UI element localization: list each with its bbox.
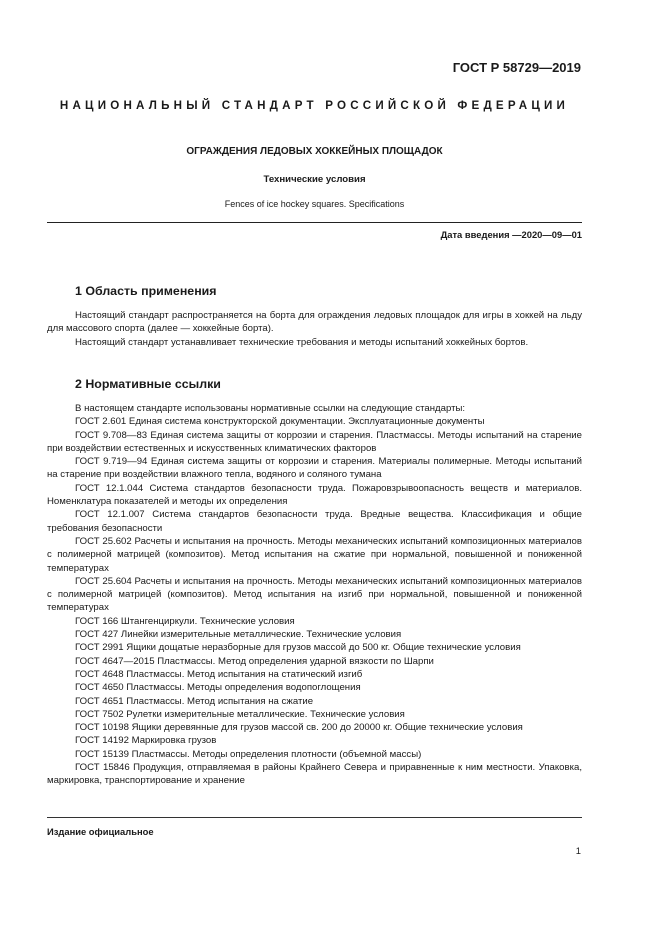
paragraph: Настоящий стандарт распространяется на борта для ограждения ледовых площадок для игры в хоккей на льду для массового спорта (далее — хоккейные борта).	[47, 310, 582, 335]
national-standard-heading: НАЦИОНАЛЬНЫЙ СТАНДАРТ РОССИЙСКОЙ ФЕДЕРАЦИИ	[59, 99, 570, 112]
reference-item: ГОСТ 12.1.044 Система стандартов безопасности труда. Пожаровзрывоопасность веществ и материалов. Номенклатура показателей и методы их определения	[47, 482, 582, 508]
official-edition-label: Издание официальное	[47, 826, 154, 837]
reference-item: ГОСТ 4651 Пластмассы. Метод испытания на сжатие	[75, 695, 314, 707]
reference-item: ГОСТ 166 Штангенциркули. Технические условия	[75, 615, 295, 627]
reference-item: ГОСТ 25.604 Расчеты и испытания на прочность. Методы механических испытаний композиционных материалов с полимерной матрицей (композитов). Метод испытания на изгиб при нормальной, повышенной и пониженной температурах	[47, 575, 582, 614]
reference-item: ГОСТ 14192 Маркировка грузов	[75, 735, 217, 747]
reference-item: ГОСТ 15846 Продукция, отправляемая в районы Крайнего Севера и приравненные к ним местности. Упаковка, маркировка, транспортирование и хранение	[47, 762, 582, 787]
reference-item: ГОСТ 15139 Пластмассы. Методы определения плотности (объемной массы)	[75, 748, 422, 760]
reference-item: ГОСТ 427 Линейки измерительные металлические. Технические условия	[75, 629, 402, 641]
reference-item: ГОСТ 9.719—94 Единая система защиты от коррозии и старения. Материалы полимерные. Методы испытаний на старение при воздействии влажного тепла, водяного и соляного тумана	[47, 456, 582, 481]
document-title: ОГРАЖДЕНИЯ ЛЕДОВЫХ ХОККЕЙНЫХ ПЛОЩАДОК	[186, 146, 443, 157]
reference-item: ГОСТ 12.1.007 Система стандартов безопасности труда. Вредные вещества. Классификация и общие требования безопасности	[47, 509, 582, 534]
reference-item: ГОСТ 4647—2015 Пластмассы. Метод определения ударной вязкости по Шарпи	[75, 655, 434, 667]
reference-item: ГОСТ 4650 Пластмассы. Методы определения водопоглощения	[75, 682, 361, 694]
reference-item: ГОСТ 25.602 Расчеты и испытания на прочность. Методы механических испытаний композиционных материалов с полимерной матрицей (композитов). Метод испытания на сжатие при нормальной, повышенной и пониженной температурах	[47, 535, 582, 574]
reference-item: ГОСТ 2.601 Единая система конструкторской документации. Эксплуатационные документы	[75, 416, 485, 428]
reference-item: ГОСТ 4648 Пластмассы. Метод испытания на статический изгиб	[75, 668, 363, 680]
reference-item: ГОСТ 9.708—83 Единая система защиты от коррозии и старения. Пластмассы. Методы испытаний на старение при воздействии естественных и искусственных климатических факторов	[47, 429, 582, 454]
paragraph: Настоящий стандарт устанавливает технические требования и методы испытаний хоккейных бортов.	[75, 336, 529, 348]
intro-divider	[47, 222, 582, 223]
standard-number: ГОСТ Р 58729—2019	[452, 60, 581, 75]
section-scope	[47, 284, 582, 349]
section-normative-references	[47, 377, 582, 788]
document-subtitle: Технические условия	[263, 174, 366, 185]
document-title-english: Fences of ice hockey squares. Specifications	[224, 199, 405, 209]
introduction-date: Дата введения —2020—09—01	[440, 229, 582, 240]
reference-item: ГОСТ 10198 Ящики деревянные для грузов массой св. 200 до 20000 кг. Общие технические условия	[75, 722, 523, 734]
reference-item: ГОСТ 2991 Ящики дощатые неразборные для грузов массой до 500 кг. Общие технические условия	[75, 642, 521, 654]
section-heading: 2 Нормативные ссылки	[75, 377, 221, 391]
reference-item: ГОСТ 7502 Рулетки измерительные металлические. Технические условия	[75, 708, 405, 720]
page-number: 1	[575, 845, 581, 856]
paragraph: В настоящем стандарте использованы нормативные ссылки на следующие стандарты:	[75, 403, 466, 414]
section-heading: 1 Область применения	[75, 284, 217, 298]
footer-divider	[47, 817, 582, 818]
